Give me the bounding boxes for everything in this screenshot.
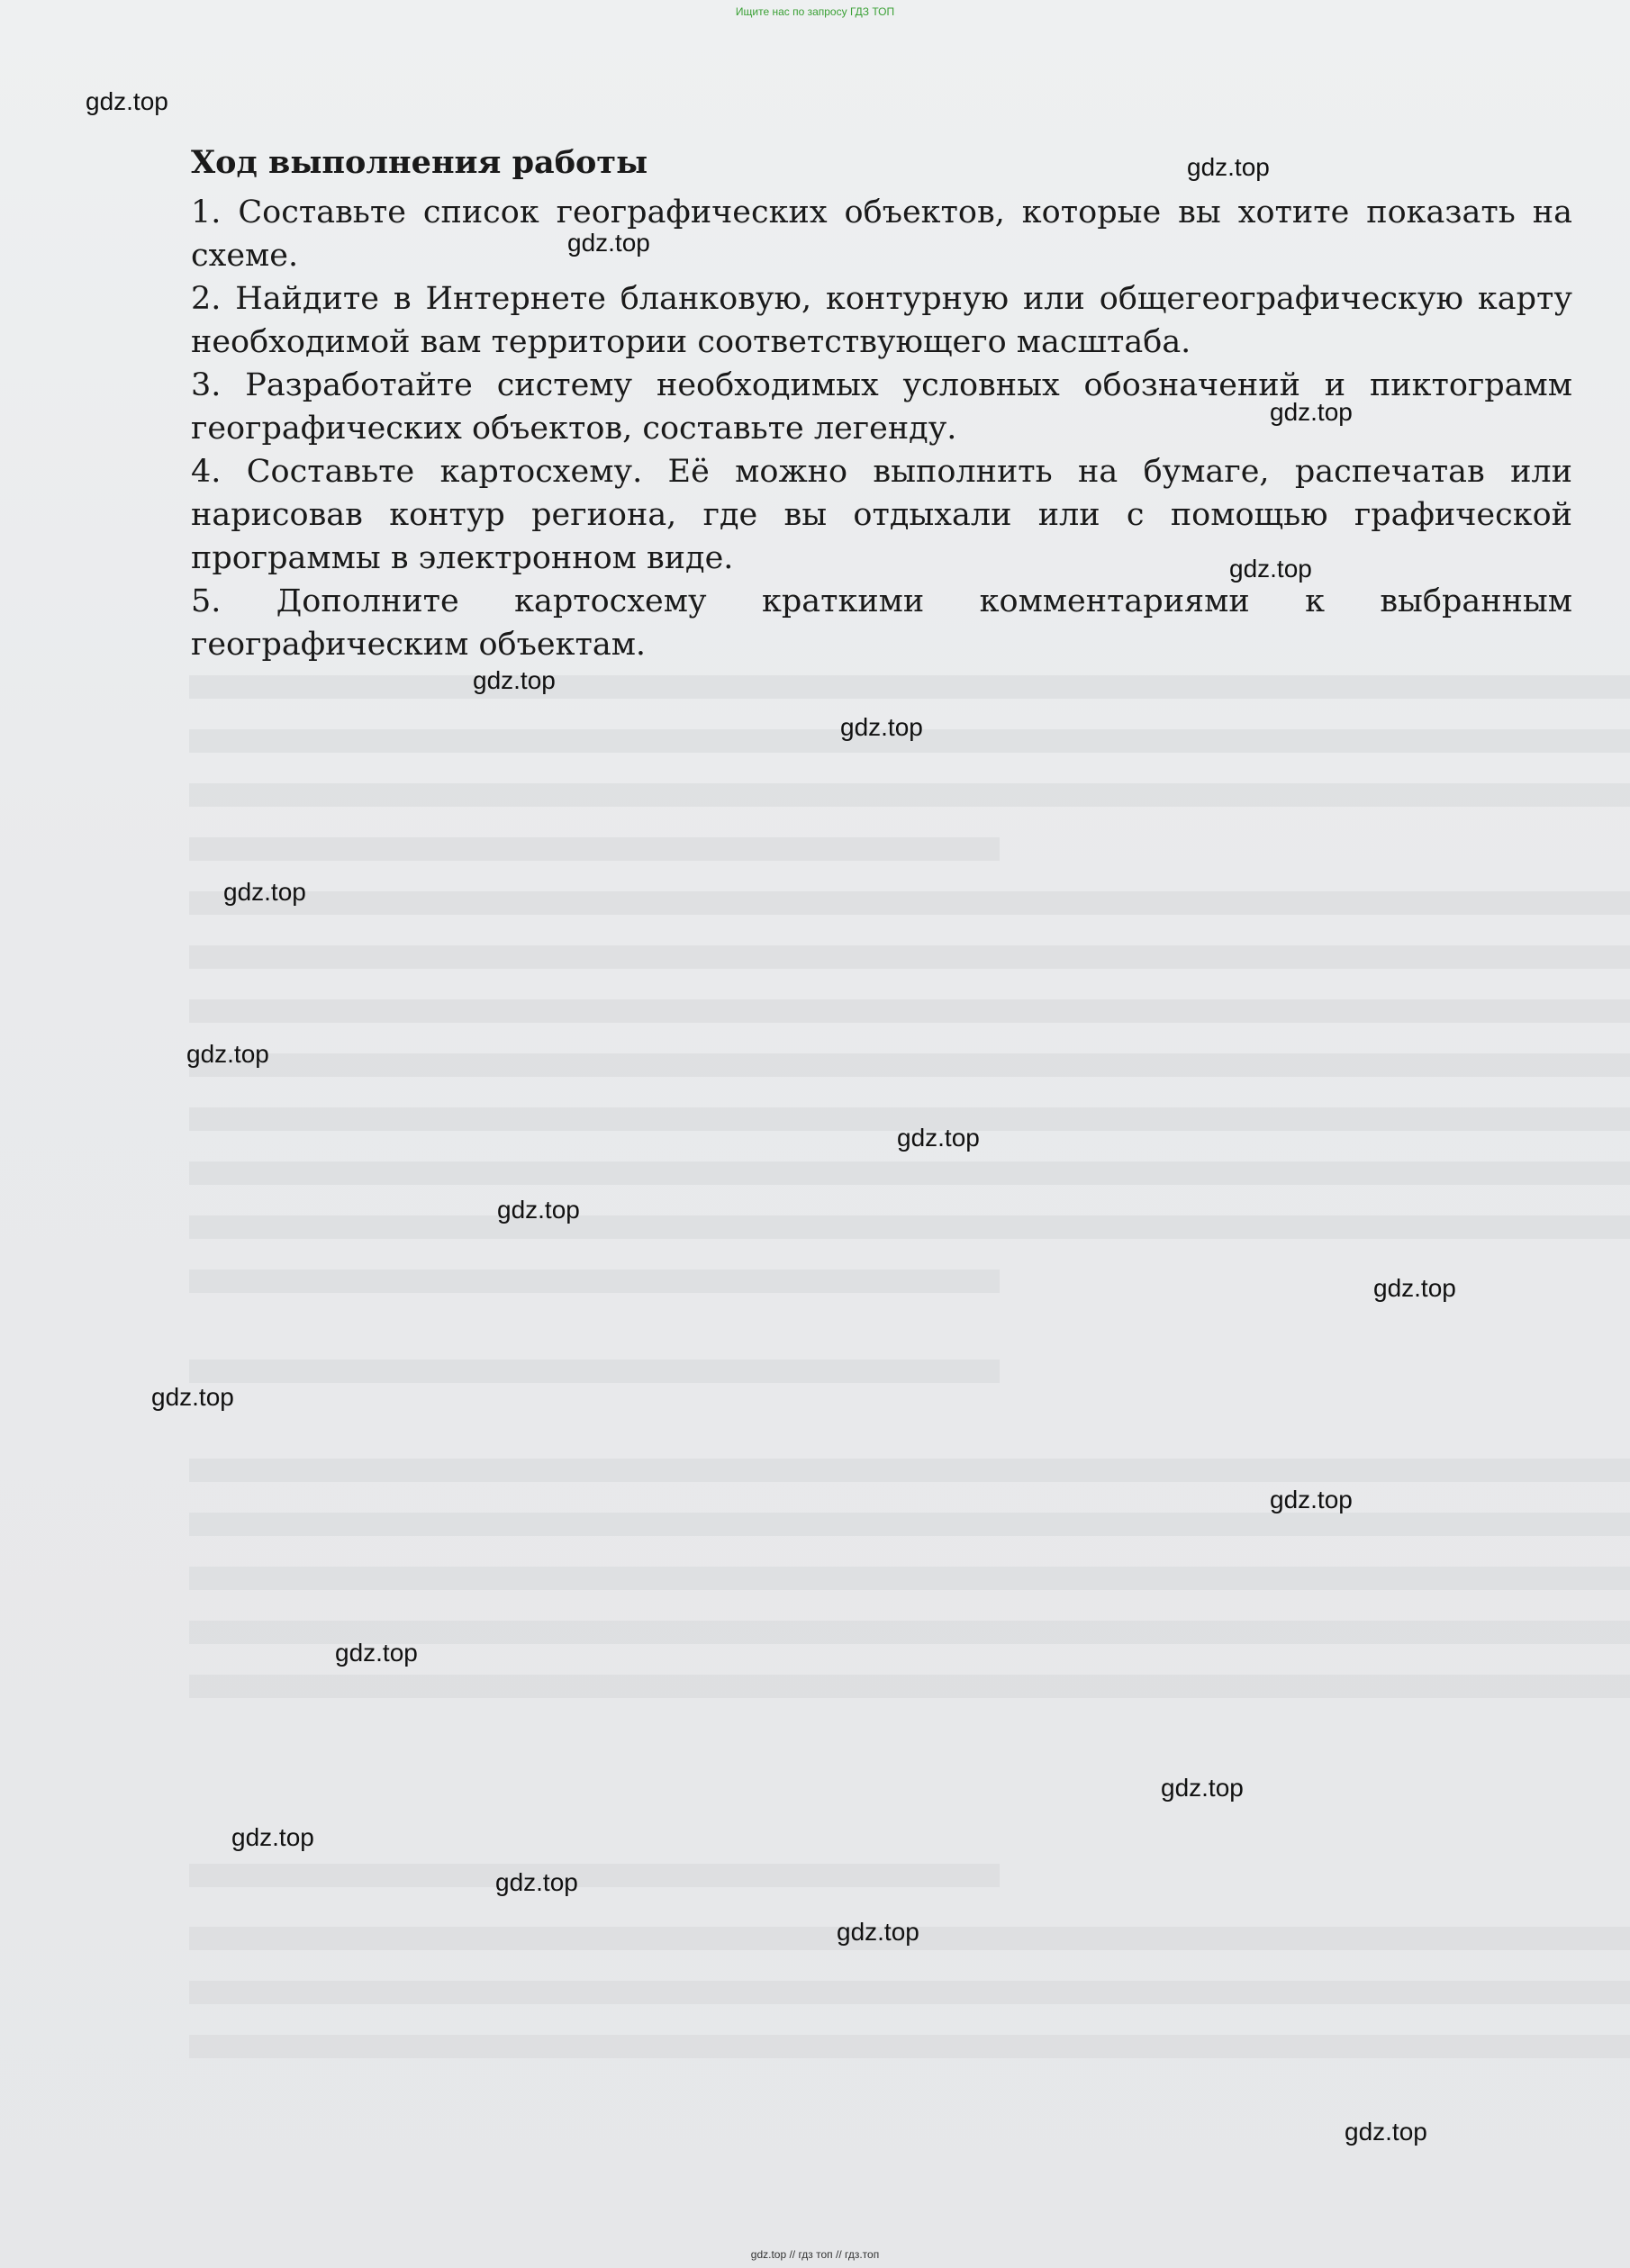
steps-list: [191, 191, 1572, 666]
bleed-line: [189, 1513, 1630, 1536]
watermark: gdz.top: [567, 229, 650, 257]
watermark: gdz.top: [837, 1918, 919, 1946]
watermark: gdz.top: [1161, 1774, 1244, 1802]
bleed-line: [189, 945, 1630, 969]
bleed-line: [189, 1567, 1630, 1590]
step-item: 5. Дополните картосхему краткими комментариями к выбранным географическим объектам.: [191, 583, 1572, 663]
watermark: gdz.top: [840, 713, 923, 741]
step-item: 4. Составьте картосхему. Её можно выполнить на бумаге, распечатав или нарисовав контур региона, где вы отдыхали или с помощью графической программы в электронном виде.: [191, 454, 1572, 576]
watermark: gdz.top: [1270, 1486, 1353, 1514]
bleed-line: [189, 999, 1630, 1023]
watermark: gdz.top: [497, 1196, 580, 1224]
section-heading: Ход выполнения работы: [191, 144, 648, 181]
watermark: gdz.top: [151, 1383, 234, 1411]
bottom-banner[interactable]: gdz.top // гдз топ // гдз.топ: [750, 2248, 880, 2261]
watermark: gdz.top: [495, 1868, 578, 1896]
watermark: gdz.top: [223, 878, 306, 906]
watermark: gdz.top: [1270, 398, 1353, 426]
bleed-line: [189, 1053, 1630, 1077]
bleed-line: [189, 1215, 1630, 1239]
bleed-line: [189, 1675, 1630, 1698]
watermark: gdz.top: [186, 1040, 269, 1068]
bleed-line: [189, 1360, 1000, 1383]
bleed-line: [189, 1459, 1630, 1482]
watermark: gdz.top: [1229, 555, 1312, 583]
step-item: 1. Составьте список географических объектов, которые вы хотите показать на схеме.: [191, 194, 1572, 274]
bleed-line: [189, 2035, 1630, 2058]
bleed-line: [189, 1270, 1000, 1293]
bleed-line: [189, 837, 1000, 861]
watermark: gdz.top: [473, 666, 556, 694]
bleed-line: [189, 1864, 1000, 1887]
watermark: gdz.top: [1187, 153, 1270, 181]
step-item: 3. Разработайте систему необходимых условных обозначений и пиктограмм географических объектов, составьте легенду.: [191, 367, 1572, 447]
watermark: gdz.top: [231, 1823, 314, 1851]
bleed-line: [189, 783, 1630, 807]
watermark: gdz.top: [86, 87, 168, 115]
watermark: gdz.top: [1345, 2118, 1427, 2146]
step-item: 2. Найдите в Интернете бланковую, контурную или общегеографическую карту необходимой вам территории соответствующего масштаба.: [191, 281, 1572, 360]
watermark: gdz.top: [335, 1639, 418, 1667]
bleed-line: [189, 675, 1630, 699]
watermark: gdz.top: [1373, 1274, 1456, 1302]
bleed-line: [189, 1981, 1630, 2004]
bleed-line: [189, 1161, 1630, 1185]
top-banner[interactable]: Ищите нас по запросу ГДЗ ТОП: [735, 5, 895, 18]
watermark: gdz.top: [897, 1124, 980, 1152]
bleed-line: [189, 891, 1630, 915]
